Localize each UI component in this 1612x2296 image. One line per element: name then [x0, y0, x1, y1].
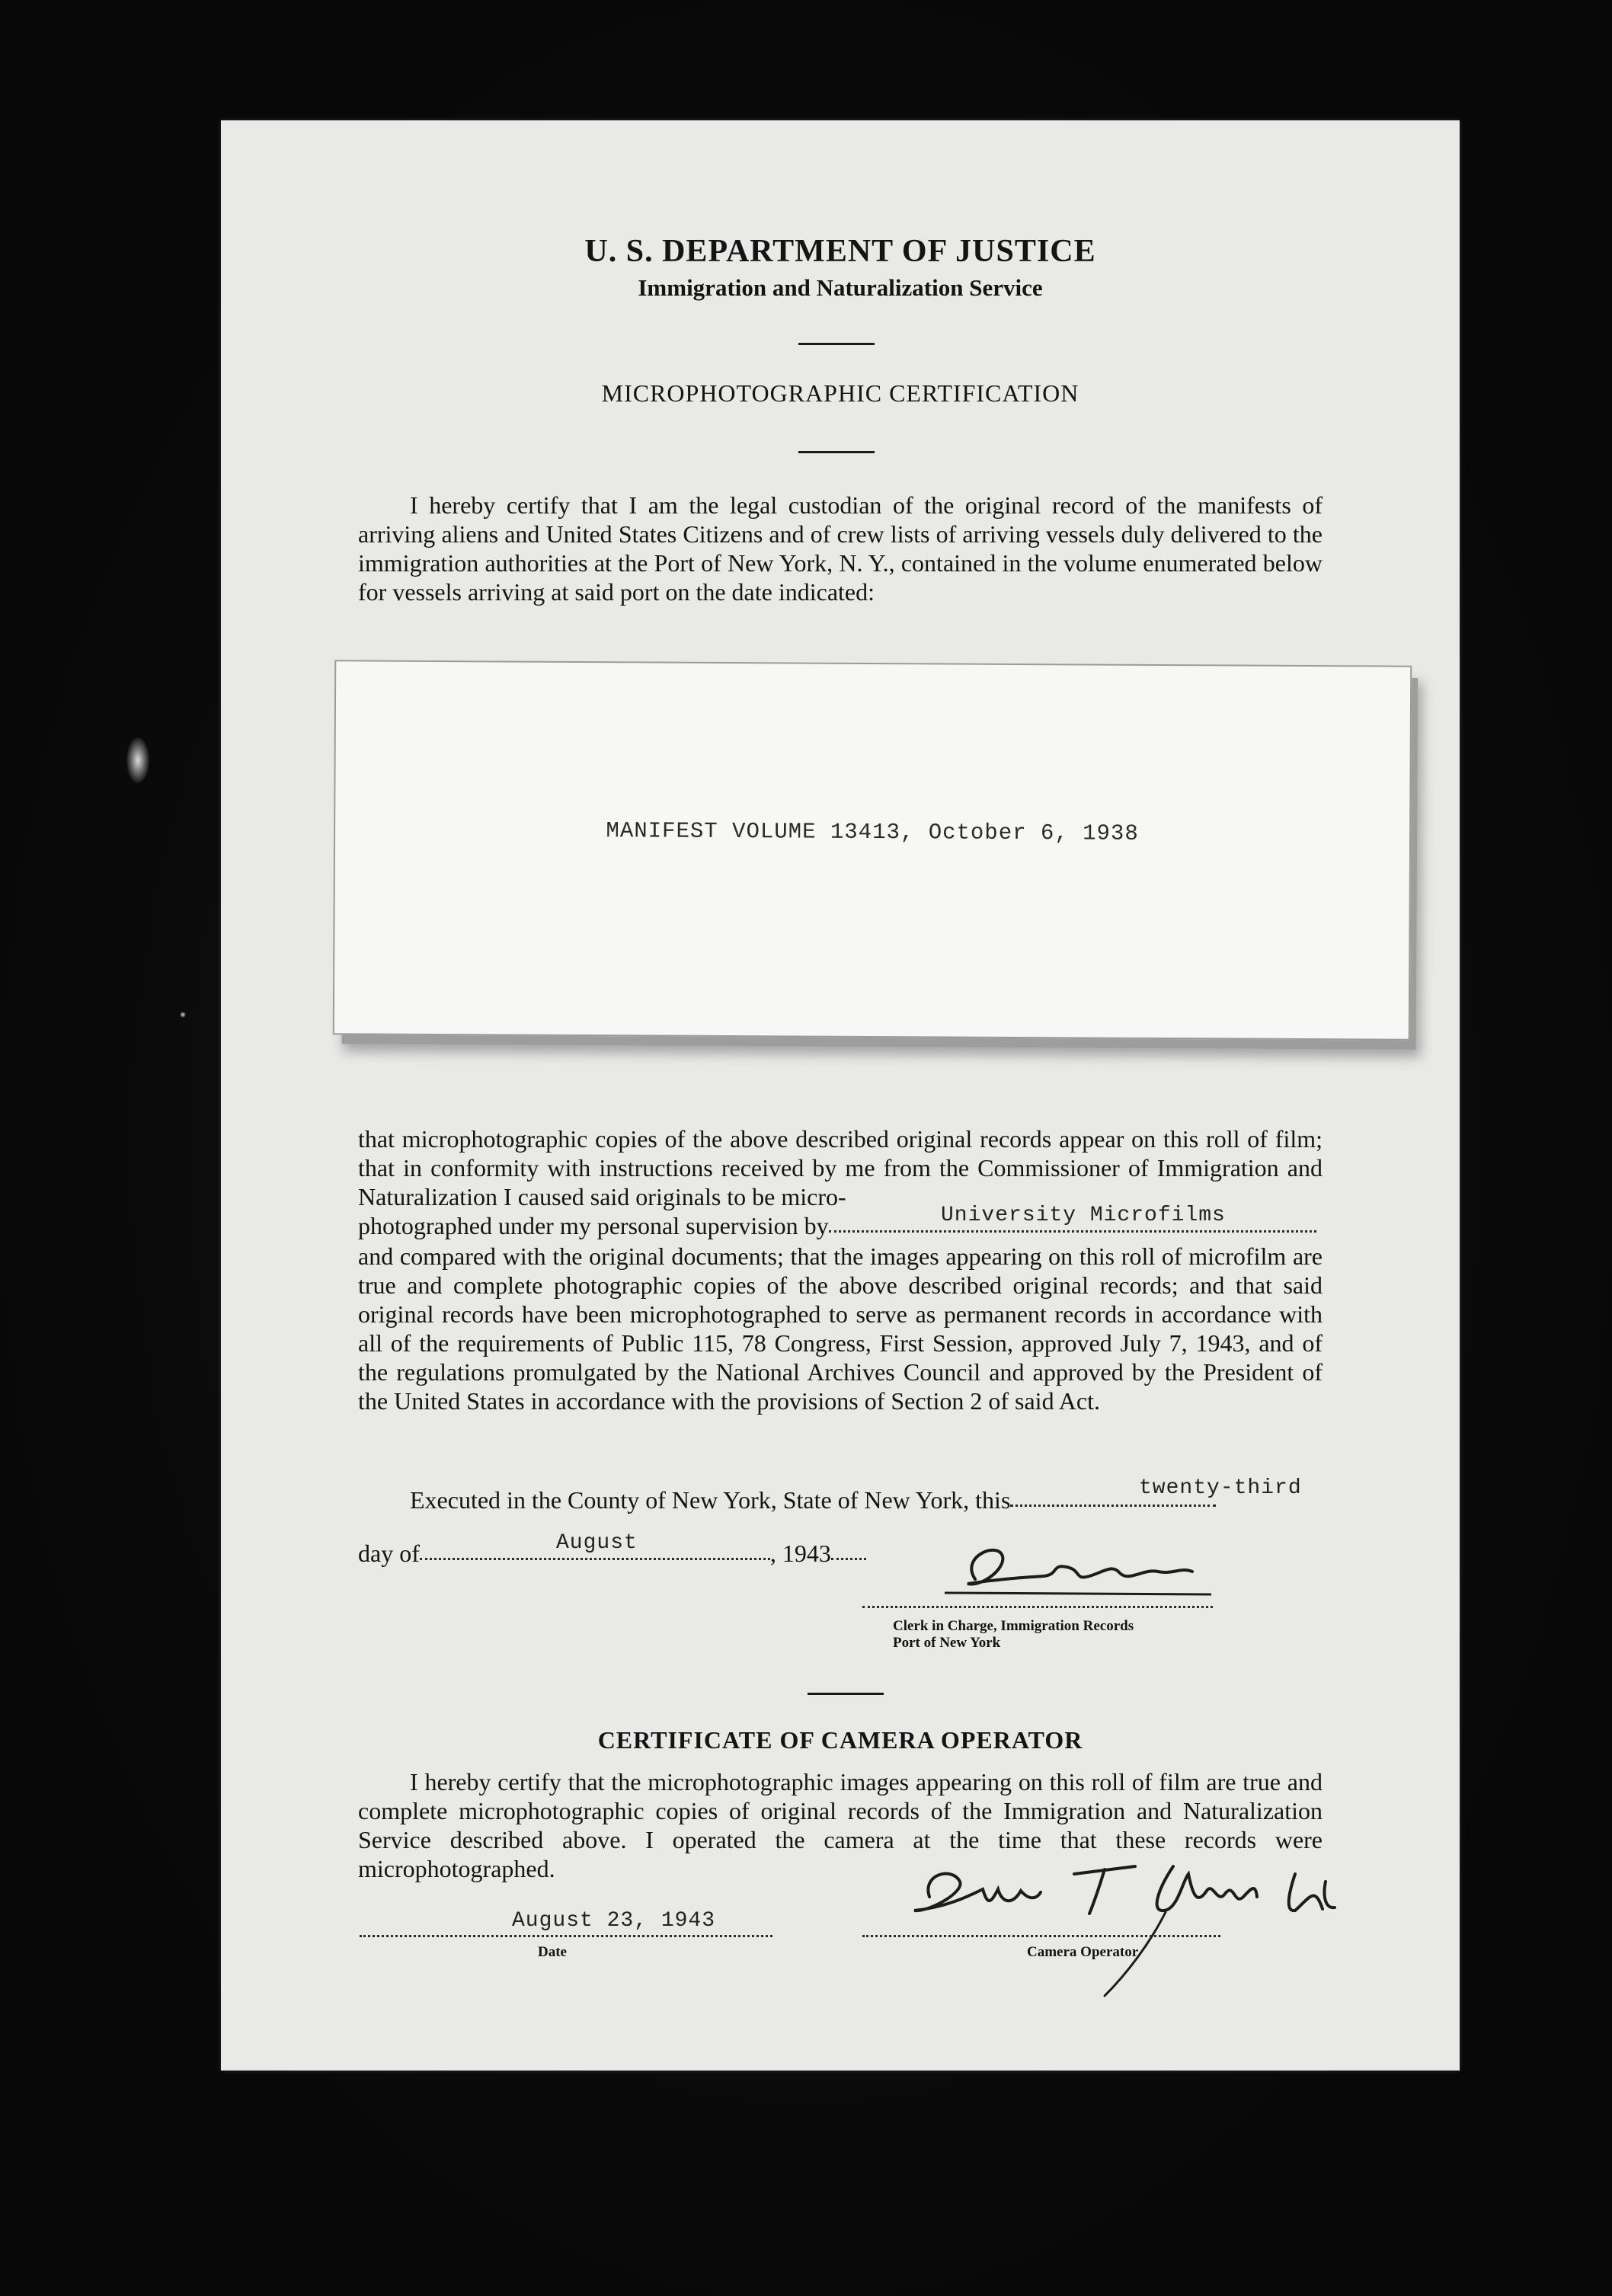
divider	[798, 451, 875, 453]
camera-operator-line	[862, 1935, 1220, 1937]
body-paragraph-part2	[358, 1242, 1323, 1415]
record-slip	[333, 660, 1412, 1040]
certification-heading: MICROPHOTOGRAPHIC CERTIFICATION	[601, 379, 1079, 407]
supervision-value: University Microfilms	[941, 1204, 1226, 1227]
month-value: August	[556, 1531, 638, 1555]
camera-certificate-text: I hereby certify that the microphotographic images appearing on this roll of film are true and complete microphotographic copies of original records of the Immigration and Naturalization Service described above. I operated the camera at the time that these records were microphotographed.	[358, 1768, 1323, 1882]
divider	[808, 1693, 884, 1695]
divider	[798, 343, 875, 345]
execution-line	[410, 1485, 1216, 1514]
department-title: U. S. DEPARTMENT OF JUSTICE	[584, 234, 1096, 269]
supervision-prefix: photographed under my personal supervision by	[358, 1212, 829, 1239]
body-paragraph-part1	[358, 1124, 1323, 1211]
camera-date-label: Date	[538, 1944, 567, 1960]
execution-year: , 1943	[769, 1540, 831, 1567]
body-text-remaining: and compared with the original documents; that the images appearing on this roll of microfilm are true and complete photographic copies of the above described original records; and that said original records have been microphotographed to serve as permanent records in accordance with all of the requirements of Public 115, 78 Congress, First Session, approved July 7, 1943, and of the regulations promulgated by the National Archives Council and approved by the President of the United States in accordance with the provisions of Section 2 of said Act.	[358, 1242, 1323, 1415]
camera-operator-label: Camera Operator	[1027, 1944, 1139, 1960]
camera-certificate-title: CERTIFICATE OF CAMERA OPERATOR	[597, 1726, 1083, 1754]
intro-paragraph-text: I hereby certify that I am the legal custodian of the original record of the manifests of arriving aliens and United States Citizens and of crew lists of arriving vessels duly delivered to the immigration authorities at the Port of New York, N. Y., contained in the volume enumerated below for vessels arriving at said port on the date indicated:	[358, 491, 1323, 606]
clerk-title-line1: Clerk in Charge, Immigration Records	[893, 1618, 1134, 1634]
camera-operator-signature	[899, 1844, 1432, 2011]
camera-date-value: August 23, 1943	[512, 1909, 716, 1933]
film-artifact	[126, 737, 149, 783]
camera-date-line	[360, 1935, 772, 1937]
film-artifact	[180, 1012, 186, 1018]
execution-day-value: twenty-third	[1139, 1476, 1302, 1500]
clerk-title-line2: Port of New York	[893, 1635, 1001, 1651]
service-subtitle: Immigration and Naturalization Service	[638, 274, 1043, 301]
day-of-label: day of	[358, 1540, 420, 1567]
year-fill-line	[831, 1538, 866, 1560]
certificate-page	[221, 120, 1460, 2071]
clerk-signature-line	[862, 1606, 1213, 1608]
clerk-signature	[929, 1533, 1310, 1610]
manifest-volume-text: MANIFEST VOLUME 13413, October 6, 1938	[606, 818, 1139, 846]
body-text-before-supervision: that microphotographic copies of the above described original records appear on this roll of film; that in conformity with instructions received by me from the Commissioner of Immigration and Naturalization I caused said originals to be micro-	[358, 1125, 1323, 1210]
intro-paragraph	[358, 491, 1323, 606]
execution-prefix: Executed in the County of New York, State of New York, this	[410, 1486, 1011, 1514]
